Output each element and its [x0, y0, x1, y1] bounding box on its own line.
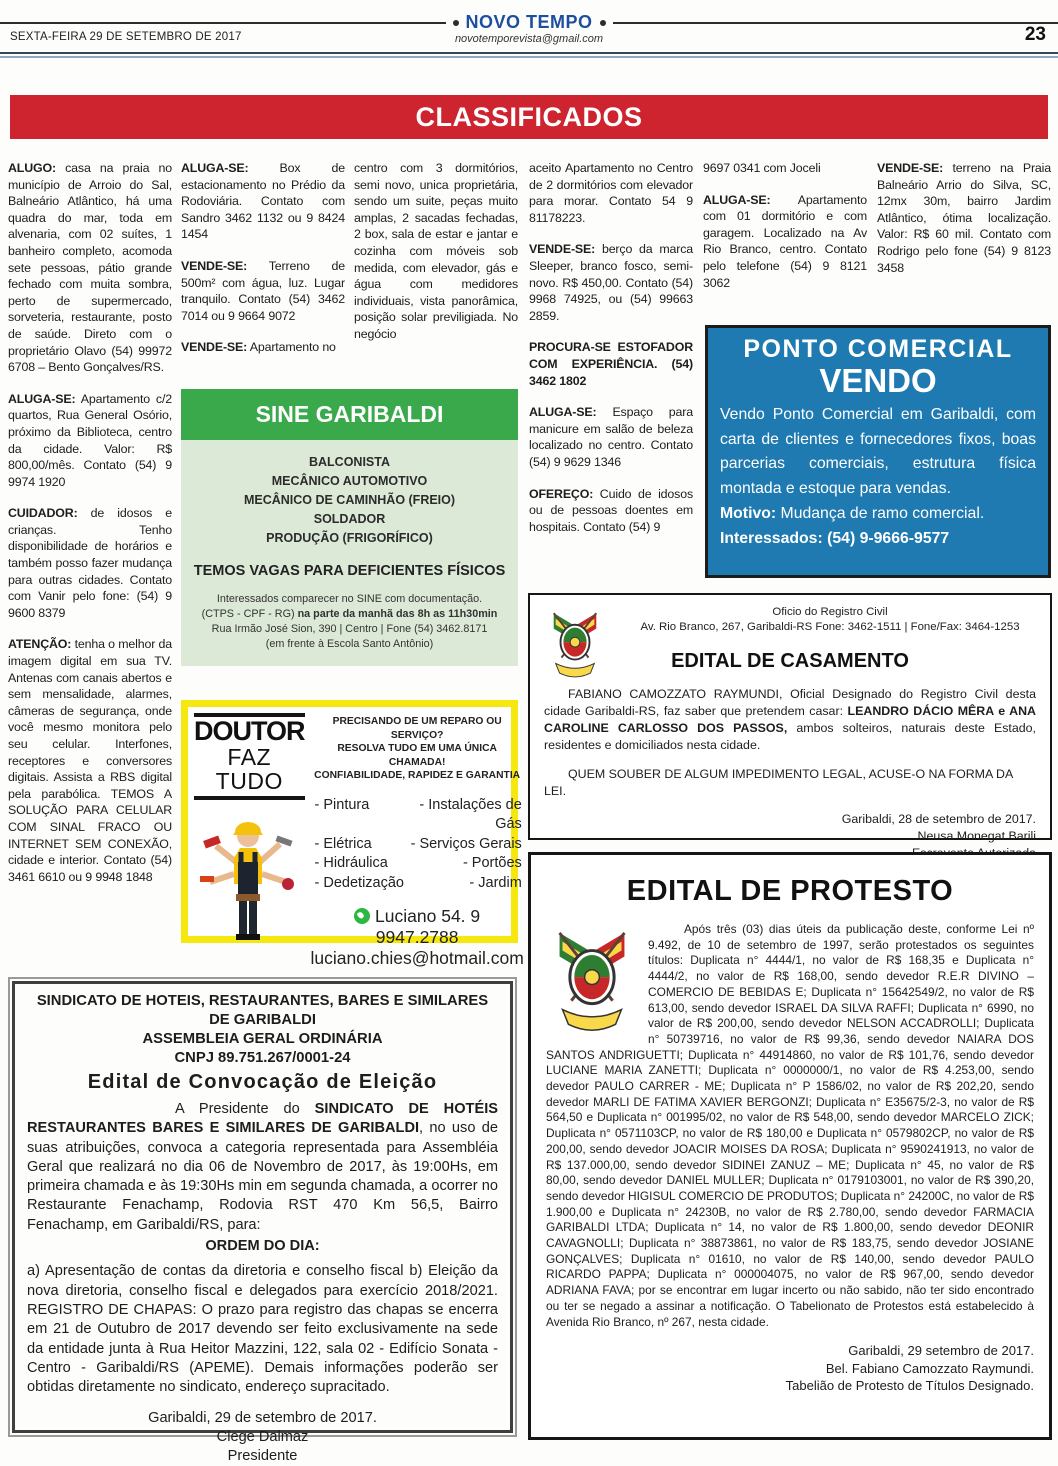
sine-job: BALCONISTA: [308, 455, 390, 469]
ponto-body: Vendo Ponto Comercial em Garibaldi, com carta de clientes e fornecedores fixos, boas parcerias comerciais, estrutura física montada e estoque para vendas.: [720, 406, 1036, 497]
sine-body: [181, 440, 518, 666]
edital-casamento-title: EDITAL DE CASAMENTO: [671, 650, 909, 672]
ad-alugase-box: ALUGA-SE: Box de estacionamento no Prédio da Rodoviária. Contato com Sandro 3462 1132 ou 9 8424 1454: [181, 161, 345, 242]
ponto-comercial-ad: [705, 325, 1051, 578]
sine-info-line2: (CTPS - CPF - RG) na parte da manhã das 8h as 11h30min: [201, 608, 498, 620]
service-item: - Instalações de Gás: [419, 796, 522, 832]
classified-column-6: [877, 160, 1051, 291]
masthead-dot-left: [453, 20, 459, 26]
ad-atencao-tv: ATENÇÃO: tenha o melhor da imagem digital em sua TV. Antenas com canais abertos e sem mensalidade, alarmes, câmeras de segurança, onde você mesmo monitora pelo seu celular. Interfones, receptores e conversores digitais. Assista a RBS digital pela parabólica. TEMOS A SOLUÇÃO PARA CELULAR COM SINAL FRACO OU INTERNET SEM CONEXÃO, cidade e interior. Contato (54) 3461 6610 ou 9 9948 1848: [8, 637, 172, 884]
doutor-email: luciano.chies@hotmail.com: [310, 948, 524, 968]
sindicato-paragraph2: a) Apresentação de contas da diretoria e conselho fiscal b) Eleição da nova diretoria, conselho fiscal e delegados para exercício 2018/2021. REGISTRO DE CHAPAS: O prazo para registro das chapas se encerra em 21 de Outubro de 2017 devendo ser feito exclusivamente na sede da entidade junta à Rua Heitor Mazzini, 122, sala 02 - Edifício Sonata - Centro - Garibaldi/RS (APEME). Demais informações poderão ser obtidas diretamente no sindicato, endereço supracitado.: [27, 1263, 498, 1396]
service-item: - Elétrica: [314, 835, 372, 852]
sine-instructions: [189, 592, 510, 652]
sindicato-ordem-do-dia: ORDEM DO DIA:: [205, 1238, 320, 1255]
ad-ofereco-cuidados: OFEREÇO: Cuido de idosos ou de pessoas doentes em hospitais. Contato (54) 9: [529, 486, 693, 534]
sindicato-cnpj: CNPJ 89.751.267/0001-24: [174, 1050, 351, 1066]
ponto-interessados: Interessados: (54) 9-9666-9577: [720, 530, 950, 547]
doutor-logo-line2: FAZ TUDO: [215, 744, 283, 794]
header-divider-dark: [0, 52, 1058, 54]
ad-vendese-apartamento-start: VENDE-SE: Apartamento no: [181, 340, 336, 355]
doutor-services-list: [311, 796, 524, 894]
masthead: [0, 12, 1058, 33]
sine-garibaldi-ad: [181, 389, 518, 666]
classified-column-1: [8, 160, 172, 900]
sindicato-edital-title: Edital de Convocação de Eleição: [87, 1071, 438, 1093]
sine-job: PRODUÇÃO (FRIGORÍFICO): [266, 531, 433, 545]
doutor-right: [309, 707, 530, 968]
rs-coat-of-arms-icon: [546, 607, 604, 685]
edition-date: SEXTA-FEIRA 29 DE SETEMBRO DE 2017: [10, 31, 242, 43]
header-divider-light: [0, 56, 1058, 58]
ad-procurase-estofador: PROCURA-SE ESTOFADOR COM EXPERIÊNCIA. (54) 3462 1802: [529, 340, 693, 388]
newspaper-email: novotemporevista@gmail.com: [454, 33, 604, 45]
ponto-title: PONTO COMERCIAL: [743, 335, 1013, 363]
edital-protesto-bodywrap: [546, 922, 1034, 1330]
ad-alugase-espaco: ALUGA-SE: Espaço para manicure em salão de beleza localizado no centro. Contato (54) 9 9629 1346: [529, 405, 694, 469]
registro-civil-address: Av. Rio Branco, 267, Garibaldi-RS Fone: 3462-1511 | Fone/Fax: 3464-1253: [640, 621, 1020, 633]
doutor-phone: Luciano 54. 9 9947.2788: [375, 906, 481, 947]
edital-casamento-box: [528, 593, 1052, 843]
doutor-faz-tudo-ad: [181, 700, 524, 968]
sindicato-inner: [12, 981, 513, 1465]
edital-protesto-box: [528, 852, 1052, 1440]
sindicato-edital-box: [8, 977, 517, 1465]
doutor-logo: [194, 713, 305, 800]
ad-vendese-terreno-praia: VENDE-SE: terreno na Praia Balneário Arrio do Silva, SC, 12mx 30m, bairro Jardim Atlântico, ótima localização. Valor: R$ 60 mil. Contato com Rodrigo pelo fone (54) 9 8123 3458: [877, 161, 1052, 275]
edital-protesto-text: Após três (03) dias úteis da publicação deste, conforme Lei nº 9.492, de 10 de setembro de 1997, serão protestados os seguintes títulos: Duplicata n° 4444/1, no valor de R$ 168,35 e Duplicata n° 4444/2, no valor de R$ 168,00, sendo devedor R.E.R DIVINO – COMERCIO DE BEBIDAS E; Duplicata n° 15642549/2, no valor de R$ 613,00, sendo devedor ISRAEL DA SILVA RAFFI; Duplicata n° 6990, no valor de R$ 200,00, sendo devedor NELSON ACCADROLLI; Duplicata n° 50739716, no valor de R$ 99,36, sendo devedor NAIARA DOS SANTOS ANDRIGUETTI; Duplicata n° 44914860, no valor de R$ 101,76, sendo devedor LUCIANE MARIA ZANETTI; Duplicata n° 0000000/1, no valor de R$ 4.253,00, sendo devedor PAULO CARRER - ME; Duplicata n° P 1586/02, no valor de R$ 202,20, sendo devedor MARLI DE FATIMA XAVIER BERGONZI; Duplicata n° E35675/2-3, no valor de R$ 564,50 e Duplicata n° 001995/02, no valor de R$ 548,00, sendo devedor MARCELO ZICK; Duplicata n° 0571103CP, no valor de R$ 180,00 e Duplicata n° 0579802CP, no valor de R$ 200,00, sendo devedor JOACIR MOISES DA ROSA; Duplicata n° 9590241913, no valor de R$ 137.000,00, sendo devedor SIDINEI ZANUZ – ME; Duplicata n° 45, no valor de R$ 80,00, sendo devedor DANIEL MULLER; Duplicata n° 0179103001, no valor de R$ 390,20, sendo devedor HIGISUL COMERCIO DE PRODUTOS; Duplicata n° 24200C, no valor de R$ 1.900,00 e Duplicata n° 24230B, no valor de R$ 2.780,00, sendo devedor FARMACIA GARIBALDI LTDA; Duplicata n° 14, no valor de R$ 1.800,00, sendo devedor DEONIR CAVAGNOLLI; Duplicata n° 38873861, no valor de R$ 183,75, sendo devedor JOSIANE GONÇALVES; Duplicata n° 01610, no valor de R$ 140,00, sendo devedor PAULO RICARDO PAPPA; Duplicata n° 000004075, no valor de R$ 967,00, sendo devedor ADRIANA FAVA; por se encontrar em lugar incerto ou não sabido, não ter sido encontrado ou ter se negado a assinar a notificação. O Tabelionato de Protestos está estabelecido à Avenida Rio Branco, nº 267, nesta cidade.: [546, 922, 1034, 1329]
service-item: - Hidráulica: [314, 855, 388, 871]
sine-job: SOLDADOR: [313, 512, 386, 526]
sindicato-heading-line2: DE GARIBALDI: [209, 1012, 316, 1028]
ad-cuidador: CUIDADOR: de idosos e crianças. Tenho disponibilidade de horários e também posso fazer mudança para outras cidades. Contato com Vanir pelo fone: (54) 9 9600 8379: [8, 506, 172, 620]
ad-vendese-berco: VENDE-SE: berço da marca Sleeper, branco fosco, semi-novo. R$ 450,00. Contato (54) 9968 74925, ou (54) 99663 2859.: [529, 242, 693, 323]
page-number: 23: [1024, 24, 1046, 45]
sine-job: MECÂNICO DE CAMINHÃO (FREIO): [243, 493, 456, 507]
masthead-rule-right: [613, 22, 1058, 24]
service-item: - Jardim: [469, 874, 522, 891]
ponto-motivo: Motivo: Mudança de ramo comercial.: [720, 505, 985, 522]
ad-alugo-casa: ALUGO: casa na praia no município de Arroio do Sal, Balneário Atlântico, há uma quadra do mar, toda em alvenaria, com 02 suítes, 1 banheiro completo, acomoda sete pessoas, pátio grande fechado com muita sombra, perto de supermercado, sorveteria, restaurante, posto de saúde. Direto com o proprietário Olavo (54) 99972 6708 – Bento Gonçalves/RS.: [8, 161, 172, 375]
edital-protesto-title: EDITAL DE PROTESTO: [626, 875, 954, 907]
service-item: - Dedetização: [314, 874, 404, 891]
doutor-phone-line: [311, 906, 524, 948]
edital-casamento-signature: Garibaldi, 28 de setembro de 2017. Neusa Monegat Barili: [841, 812, 1036, 843]
sine-vagas-note: TEMOS VAGAS PARA DEFICIENTES FÍSICOS: [193, 563, 506, 579]
classified-column-3: [354, 160, 518, 358]
ad-alugase-apartamento: ALUGA-SE: Apartamento c/2 quartos, Rua General Osório, próximo da Biblioteca, centro da cidade. Valor: R$ 800,00/mês. Contato (54) 9 9974 1920: [8, 391, 173, 489]
doutor-tagline2: RESOLVA TUDO EM UMA ÚNICA CHAMADA!: [337, 743, 497, 768]
classified-column-2: [181, 160, 345, 371]
doutor-tagline3: CONFIABILIDADE, RAPIDEZ E GARANTIA: [314, 770, 521, 781]
service-item: - Portões: [462, 855, 522, 871]
ad-vendese-apartamento-end: aceito Apartamento no Centro de 2 dormitórios com elevador para morar. Contato 54 9 81178223.: [529, 161, 693, 225]
service-item: - Serviços Gerais: [410, 835, 522, 852]
masthead-dot-right: [600, 20, 606, 26]
whatsapp-icon: [354, 908, 370, 924]
sine-title: SINE GARIBALDI: [181, 389, 518, 440]
doutor-tagline1: PRECISANDO DE UM REPARO OU SERVIÇO?: [332, 716, 502, 741]
section-banner: CLASSIFICADOS: [10, 95, 1048, 139]
ad-ofereco-cont: 9697 0341 com Joceli: [703, 161, 821, 175]
sindicato-signature: Garibaldi, 29 de setembro de 2017. Clege Dalmaz Presidente: [148, 1410, 377, 1465]
rs-coat-of-arms-icon: [546, 924, 638, 1042]
edital-casamento-text: FABIANO CAMOZZATO RAYMUNDI, Oficial Designado do Registro Civil desta cidade Garibaldi-RS, faz saber que pretendem casar: LEANDRO DÁCIO MÊRA e ANA CAROLINE CARLOSSO DOS PASSOS, ambos solteiros, naturais deste Estado, residentes e domiciliados nesta cidade.: [544, 687, 1036, 752]
handyman-illustration: [196, 804, 300, 944]
edital-protesto-signature: Garibaldi, 29 setembro de 2017. Bel. Fabiano Camozzato Raymundi. Tabelião de Protesto de Títulos Designado.: [785, 1343, 1034, 1394]
ad-vendese-apartamento-cont: centro com 3 dormitórios, semi novo, unica proprietária, sendo um suite, peças muito amplas, 2 sacadas fechadas, 2 box, sala de estar e jantar e cozinha com móveis sob medida, com elevador, gás e água com medidores individuais, vista panorâmica, posição solar previligiada. No negócio: [354, 161, 518, 341]
ad-vendese-terreno: VENDE-SE: Terreno de 500m² com água, luz. Lugar tranquilo. Contato (54) 3462 7014 ou 9 9664 9072: [181, 258, 345, 323]
sindicato-heading-line1: SINDICATO DE HOTEIS, RESTAURANTES, BARES E SIMILARES: [36, 993, 489, 1009]
edital-casamento-notice: QUEM SOUBER DE ALGUM IMPEDIMENTO LEGAL, ACUSE-O NA FORMA DA LEI.: [544, 767, 1013, 798]
sine-info-line3: Rua Irmão José Sion, 390 | Centro | Fone (54) 3462.8171: [211, 623, 488, 635]
classified-column-4: [529, 160, 693, 550]
ad-alugase-apartamento-garagem: ALUGA-SE: Apartamento com 01 dormitório e com garagem. Localizado na Av Rio Branco, centro. Contato pelo telefone (54) 9 8121 3062: [703, 192, 867, 290]
sine-info-line4: (em frente à Escola Santo Antônio): [265, 638, 434, 650]
ponto-subtitle: VENDO: [819, 362, 937, 399]
sine-job: MECÂNICO AUTOMOTIVO: [271, 474, 428, 488]
doutor-left: [188, 707, 309, 936]
sindicato-assembleia: ASSEMBLEIA GERAL ORDINÁRIA: [142, 1031, 383, 1047]
sine-info-line1: Interessados comparecer no SINE com documentação.: [216, 593, 483, 605]
sindicato-paragraph1: A Presidente do SINDICATO DE HOTÉIS RESTAURANTES BARES E SIMILARES DE GARIBALDI, no uso de suas atribuições, convoca a categoria representada para Assembléia Geral que realizará no dia 06 de Novembro de 2017, às 19:00Hs, em primeira chamada e às 19:30Hs min em segunda chamada, a ocorrer no Restaurante Fenachamp, Rodovia RST 470 Km 56,5, Bairro Fenachamp, em Garibaldi/RS, para:: [27, 1101, 498, 1233]
service-item: - Pintura: [314, 796, 370, 813]
masthead-rule-left: [0, 22, 446, 24]
newspaper-title: NOVO TEMPO: [465, 12, 593, 32]
classified-column-5: [703, 160, 867, 306]
registro-civil-office: Oficio do Registro Civil: [772, 606, 888, 618]
doutor-logo-line1: DOUTOR: [194, 716, 305, 746]
